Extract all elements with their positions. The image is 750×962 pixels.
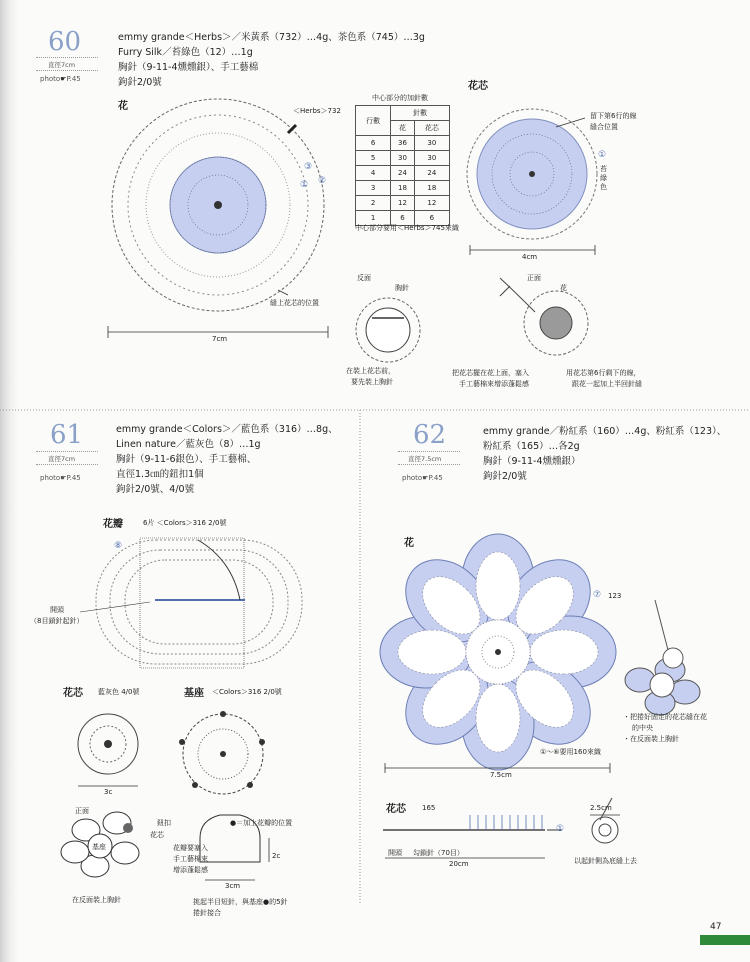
table-header: 行數 <box>356 106 391 136</box>
dimension-label: 4cm <box>522 253 538 261</box>
core-info: 藍灰色 4/0號 <box>98 688 140 696</box>
size-label: 直徑7.5cm <box>408 455 442 463</box>
front-note: 手工藝棉來增添蓬鬆感 <box>459 380 529 388</box>
dimension-label: 7cm <box>212 335 228 343</box>
material-line: 鉤針2/0號、4/0號 <box>116 484 195 495</box>
dimension-label: 7.5cm <box>490 771 512 779</box>
pattern-number-61: 61 <box>50 420 84 450</box>
material-line: 胸針（9-11-6銀色）、手工藝棉、 <box>116 454 257 465</box>
dimension-label: 2c <box>272 852 281 860</box>
petal-label: 花瓣 <box>103 519 123 530</box>
material-line: 鉤針2/0號 <box>483 471 527 482</box>
table-row: 5 30 30 <box>356 151 450 166</box>
photo-ref: photo☛P.45 <box>402 474 443 482</box>
stuff-note: 增添蓬鬆感 <box>173 866 208 874</box>
front-label: 正面 <box>527 274 541 282</box>
material-line: 胸針（9-11-4燻燻銀） <box>483 456 581 467</box>
flower-small-label: 花 <box>560 284 567 292</box>
back-note: 要先裝上胸針 <box>351 378 393 386</box>
leave-yarn-note: 縫合位置 <box>590 123 618 131</box>
round-label: ① <box>556 824 565 834</box>
table-row: 6 36 30 <box>356 136 450 151</box>
table-row: 3 18 18 <box>356 181 450 196</box>
table-row: 4 24 24 <box>356 166 450 181</box>
round-label: ① <box>300 180 309 190</box>
assemble-note: ・把捲好固定的花芯縫在花 <box>623 713 707 721</box>
front-note: 把花芯擺在花上面，塞入 <box>452 369 529 377</box>
size-label: 直徑7cm <box>48 61 76 69</box>
photo-ref: photo☛P.45 <box>40 75 81 83</box>
table-row: 2 12 12 <box>356 196 450 211</box>
dimension-label: 3c <box>104 788 113 796</box>
round-label: ⑧ <box>114 541 123 551</box>
pattern-number-60: 60 <box>48 27 82 57</box>
back-note: 在反面裝上胸針 <box>72 896 121 904</box>
dimension-label: 2.5cm <box>590 804 612 812</box>
herbs-label: ＜Herbs＞732 <box>293 107 341 115</box>
photo-ref: photo☛P.45 <box>40 474 81 482</box>
material-line: emmy grande＜Herbs＞／米黃系（732）…4g、茶色系（745）…3g <box>118 32 425 43</box>
assemble-note: 的中央 <box>632 724 653 732</box>
core-small-label: 花芯 <box>150 831 164 839</box>
table-header: 針數 <box>391 106 450 121</box>
start-note: （8目鎖針起針） <box>30 617 84 625</box>
material-line: Linen nature／藍灰色（8）…1g <box>116 439 261 450</box>
core-label: 花芯 <box>468 81 488 92</box>
back-label: 反面 <box>357 274 371 282</box>
core-label: 花芯 <box>386 804 406 815</box>
base-label: 基座 <box>184 688 204 699</box>
button-label: 鈕扣 <box>157 819 171 827</box>
attach-note: ●＝加上花瓣的位置 <box>230 819 293 827</box>
assemble-note: ・在反面裝上胸針 <box>623 735 679 743</box>
back-note: 在裝上花芯前， <box>346 367 395 375</box>
material-line: Furry Silk／苔綠色（12）…1g <box>118 47 253 58</box>
chain-label: 勾鎖針（70目） <box>413 849 464 857</box>
material-line: emmy grande／粉紅系（160）…4g、粉紅系（123）、 <box>483 426 727 437</box>
table-header: 花 <box>391 121 414 136</box>
material-line: 鉤針2/0號 <box>118 77 162 88</box>
table-title: 中心部分的加針數 <box>372 94 428 102</box>
round-label: ① <box>598 150 607 160</box>
start-label: 開頭 <box>50 606 64 614</box>
rows-note: ①～⑥要用160來織 <box>540 748 601 756</box>
brooch-label: 胸針 <box>395 284 409 292</box>
round-label: ② <box>318 176 327 186</box>
petal-info: 6片 ＜Colors＞316 2/0號 <box>143 519 227 527</box>
table-note: 中心部分要用＜Herbs＞745來織 <box>355 224 459 232</box>
pattern-number-62: 62 <box>413 420 447 450</box>
stuff-note: 花瓣要塞入 <box>173 844 208 852</box>
pick-note: 捲針接合 <box>193 909 221 917</box>
size-label: 直徑7cm <box>48 455 76 463</box>
sew-position-note: 縫上花芯的位置 <box>270 299 319 307</box>
core-label: 花芯 <box>63 688 83 699</box>
round-label: ③ <box>304 162 313 172</box>
flower-label: 花 <box>404 538 414 549</box>
stuff-note: 手工藝棉來 <box>173 855 208 863</box>
dimension-label: 3cm <box>225 882 241 890</box>
flower-label: 花 <box>118 101 128 112</box>
pick-note: 挑起半目短針，與基座●的5針 <box>193 898 288 906</box>
base-info: ＜Colors＞316 2/0號 <box>212 688 282 696</box>
core-color: 165 <box>422 804 436 812</box>
front-label: 正面 <box>75 807 89 815</box>
round-label: ⑦ <box>593 590 602 600</box>
material-line: 直徑1.3㎝的鈕扣1個 <box>116 469 204 480</box>
round-color: 123 <box>608 592 622 600</box>
moss-green-label: 苔綠色 <box>600 165 607 191</box>
front-note: 用花芯第6行剩下的線， <box>566 369 641 377</box>
dimension-label: 20cm <box>449 860 469 868</box>
table-header: 花芯 <box>414 121 449 136</box>
leave-yarn-note: 留下第6行的線 <box>590 112 637 120</box>
page-number: 47 <box>710 922 722 932</box>
material-line: 粉紅系（165）…各2g <box>483 441 580 452</box>
roll-note: 以起針側為底縫上去 <box>574 857 637 865</box>
table-row: 1 6 6 <box>356 211 450 226</box>
material-line: 胸針（9-11-4燻燻銀）、手工藝棉 <box>118 62 259 73</box>
start-label: 開頭 <box>388 849 402 857</box>
material-line: emmy grande＜Colors＞／藍色系（316）…8g、 <box>116 424 338 435</box>
front-note: 跟花一起加上半回針縫 <box>572 380 642 388</box>
base-small-label: 基座 <box>92 843 106 851</box>
